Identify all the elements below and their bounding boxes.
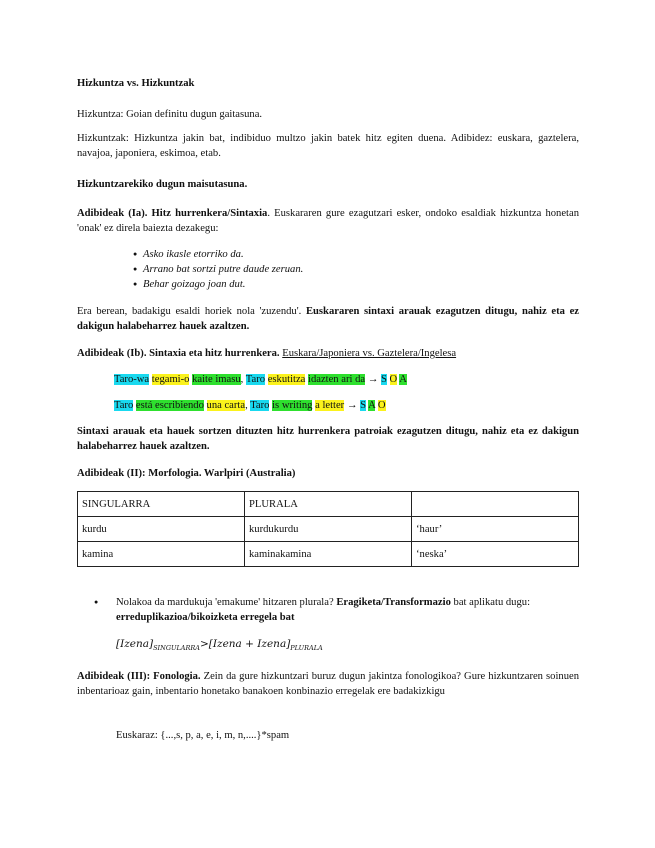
paragraph-def-hizkuntzak: Hizkuntzak: Hizkuntza jakin bat, indibiduo multzo jakin batek hitz egiten duena. Adibidez: euskara, gaztelera, navajoa, japoniera, eskimoa, etab. xyxy=(77,133,579,159)
table-header-cell: SINGULARRA xyxy=(78,492,245,517)
list-item: ● Arrano bat sortzi putre daude zeruan. xyxy=(77,262,579,277)
paragraph-example-ii: Adibideak (II): Morfologia. Warlpiri (Australia) xyxy=(77,468,296,479)
arrow-icon: → xyxy=(367,374,379,385)
paragraph-euskaraz-inventory: Euskaraz: {...,s, p, a, e, i, m, n,....}*spam xyxy=(116,730,290,741)
heading-hizkuntza-vs-hizkuntzak: Hizkuntza vs. Hizkuntzak xyxy=(77,78,195,89)
warlpiri-plural-table xyxy=(77,491,579,567)
paragraph-example-iii: Adibideak (III): Fonologia. Zein da gure hizkuntzari buruz dugun jakintza fonologikoa? Gure hizkuntzaren soinuen inbentarioaz gain, inbentario honetako banakoen konbinazio erregelak ere badakizkigu xyxy=(77,671,580,697)
table-header-cell xyxy=(412,492,579,517)
table-cell: ‘haur’ xyxy=(412,517,579,542)
table-row xyxy=(78,542,579,567)
bullet-icon: ● xyxy=(94,598,99,606)
paragraph-sintaxi-arauak: Era berean, badakigu esaldi horiek nola 'zuzendu'. Euskararen sintaxi arauak ezagutzen ditugu, nahiz eta ez dakigun halabeharrez hauek azaltzen. xyxy=(77,306,579,332)
paragraph-def-hizkuntza: Hizkuntza: Goian definitu dugun gaitasuna. xyxy=(77,109,263,120)
paragraph-example-ia: Adibideak (Ia). Hitz hurrenkera/Sintaxia. Euskararen gure ezagutzari esker, ondoko esaldiak hizkuntza honetan 'onak' ez direla baiezta dezakegu: xyxy=(77,208,579,234)
table-header-row xyxy=(78,492,579,517)
table-cell: ‘neska’ xyxy=(412,542,579,567)
table-cell: kamina xyxy=(78,542,245,567)
list-item: ● Asko ikasle etorriko da. xyxy=(77,247,579,262)
heading-maisutasuna: Hizkuntzarekiko dugun maisutasuna. xyxy=(77,179,248,190)
list-item: ● Behar goizago joan dut. xyxy=(77,277,579,292)
table-cell: kaminakamina xyxy=(245,542,412,567)
example-ia-label: Adibideak (Ia). Hitz hurrenkera/Sintaxia xyxy=(77,208,268,219)
question-plural-list-item: ● Nolakoa da mardukuja 'emakume' hitzaren plurala? Eragiketa/Transformazio bat aplikatu dugu: erreduplikazioa/bikoizketa erregela bat xyxy=(94,597,531,623)
table-cell: kurdukurdu xyxy=(245,517,412,542)
ungrammatical-sentences-list xyxy=(77,247,579,292)
table-header-cell: PLURALA xyxy=(245,492,412,517)
table-cell: kurdu xyxy=(78,517,245,542)
arrow-icon: → xyxy=(346,400,358,411)
word-order-example-japanese: Taro-wa tegami-o kaite imasu, Taro eskutitza idazten ari da → S O A xyxy=(114,374,407,385)
table-row xyxy=(78,517,579,542)
paragraph-example-ib: Adibideak (Ib). Sintaxia eta hitz hurrenkera. Euskara/Japoniera vs. Gaztelera/Ingelesa xyxy=(77,348,457,359)
paragraph-patroiak: Sintaxi arauak eta hauek sortzen dituzten hitz hurrenkera patroiak ezagutzen ditugu, nahiz eta ez dakigun halabeharrez hauek azaltzen. xyxy=(77,426,579,452)
reduplication-formula: $[Izena]_{SINGULARRA}>[Izena$ + $Izena]_{PLURALA}$ xyxy=(116,638,323,653)
word-order-example-spanish-english: Taro está escribiendo una carta, Taro is writing a letter → S A O xyxy=(114,400,386,411)
